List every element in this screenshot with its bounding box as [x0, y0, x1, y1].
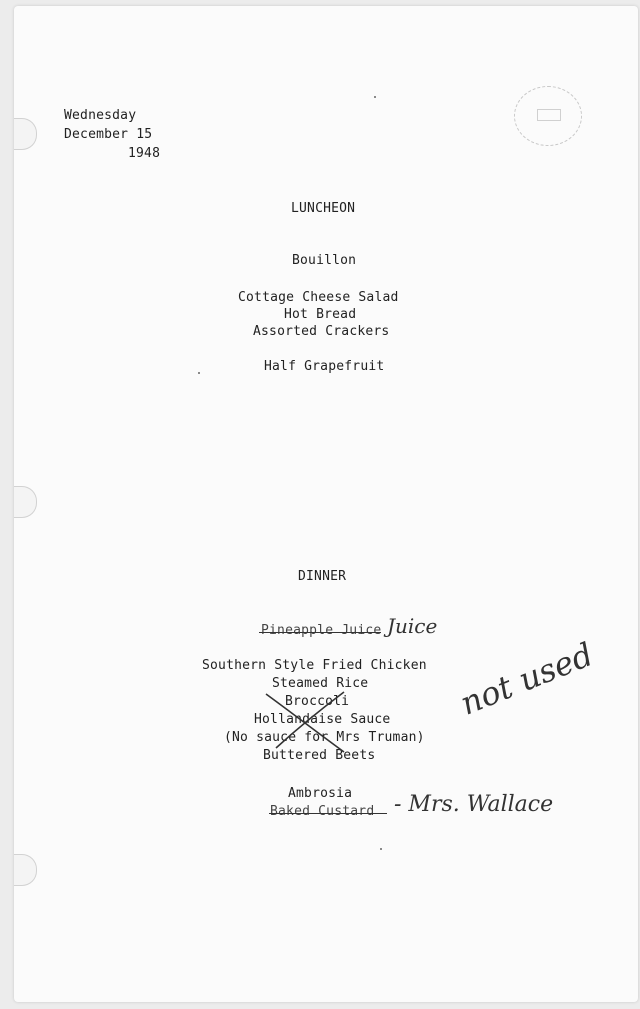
- dinner-item: (No sauce for Mrs Truman): [224, 730, 425, 745]
- struck-juice: Pineapple Juice: [261, 623, 382, 638]
- struck-dessert: Baked Custard: [270, 804, 375, 819]
- luncheon-heading: LUNCHEON: [291, 201, 356, 216]
- handwritten-mrs-wallace: - Mrs. Wallace: [394, 792, 554, 817]
- luncheon-item: Hot Bread: [284, 307, 357, 322]
- handwritten-not-used: not used: [454, 635, 599, 723]
- luncheon-item: Bouillon: [292, 253, 357, 268]
- binder-hole: [14, 486, 37, 518]
- dinner-heading: DINNER: [298, 569, 347, 584]
- date-weekday: Wednesday: [64, 108, 137, 123]
- strikethrough-line: [269, 813, 387, 814]
- handwritten-juice: Juice: [387, 614, 438, 638]
- binder-hole: [14, 118, 37, 150]
- handwritten-x-mark: [258, 686, 358, 756]
- luncheon-item: Half Grapefruit: [264, 359, 385, 374]
- binder-hole: [14, 854, 37, 886]
- date-month-day: December 15: [64, 127, 153, 142]
- menu-page: [14, 6, 638, 1002]
- dessert-item: Ambrosia: [288, 786, 353, 801]
- luncheon-item: Cottage Cheese Salad: [238, 290, 399, 305]
- dinner-item: Hollandaise Sauce: [254, 712, 391, 727]
- luncheon-item: Assorted Crackers: [253, 324, 390, 339]
- dinner-item: Southern Style Fried Chicken: [202, 658, 427, 673]
- archive-stamp: [514, 86, 582, 146]
- paper-speck: [374, 96, 376, 98]
- dinner-item: Steamed Rice: [272, 676, 369, 691]
- paper-speck: [380, 848, 382, 850]
- dinner-item: Buttered Beets: [263, 748, 376, 763]
- date-year: 1948: [128, 146, 161, 161]
- dinner-item: Broccoli: [285, 694, 350, 709]
- strikethrough-line: [259, 632, 381, 633]
- paper-speck: [198, 372, 200, 374]
